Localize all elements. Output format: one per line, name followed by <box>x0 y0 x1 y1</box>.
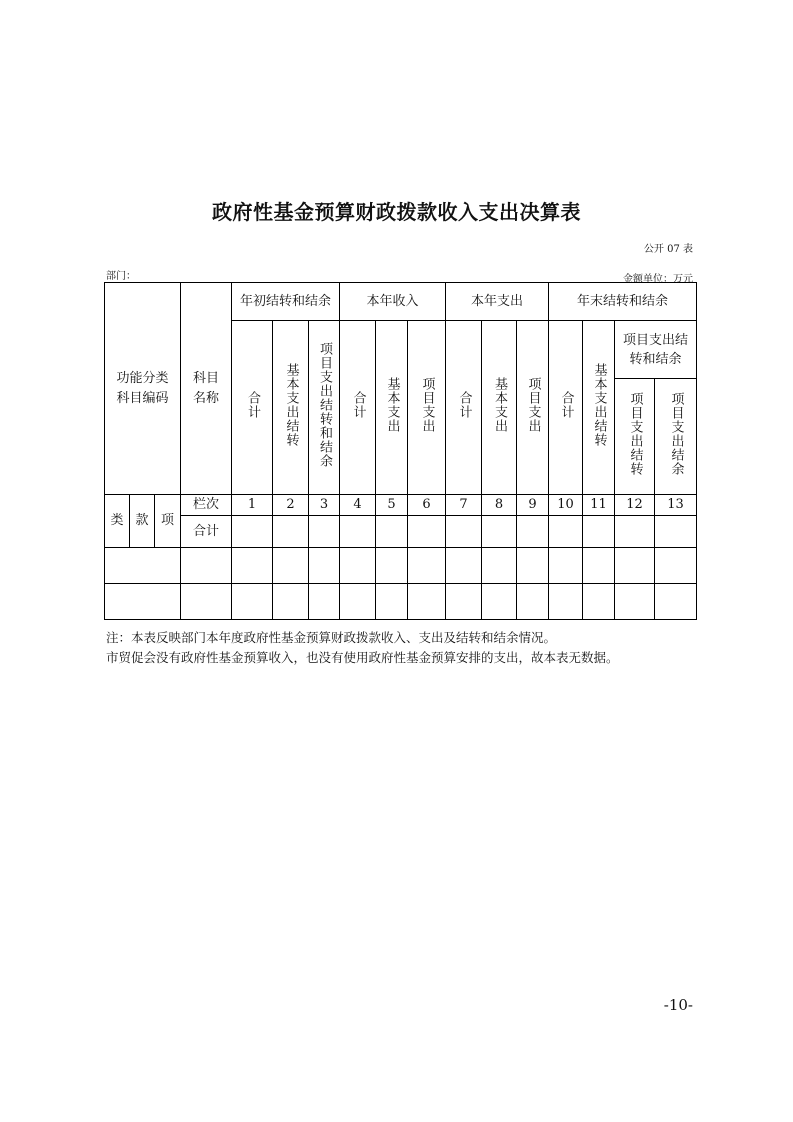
col-number: 13 <box>655 495 697 516</box>
table-cell <box>446 584 482 620</box>
header-end-project-carry: 项目支出结转 <box>615 379 655 495</box>
row-index-label: 栏次 <box>181 495 232 516</box>
table-cell <box>615 548 655 584</box>
header-income-project: 项目支出 <box>408 321 446 495</box>
code-lei: 类 <box>105 495 130 548</box>
table-cell <box>446 516 482 548</box>
budget-table <box>104 282 697 620</box>
header-end-project-balance: 项目支出结余 <box>655 379 697 495</box>
table-cell <box>273 584 309 620</box>
header-begin-balance: 年初结转和结余 <box>232 283 340 321</box>
header-end-basic-carry: 基本支出结转 <box>583 321 615 495</box>
table-cell <box>376 548 408 584</box>
col-number: 4 <box>340 495 376 516</box>
col-number: 12 <box>615 495 655 516</box>
table-cell <box>517 516 549 548</box>
table-cell <box>549 516 583 548</box>
col-number: 9 <box>517 495 549 516</box>
header-expense-project: 项目支出 <box>517 321 549 495</box>
table-cell <box>549 584 583 620</box>
table-cell <box>482 516 517 548</box>
header-income: 本年收入 <box>340 283 446 321</box>
col-number: 1 <box>232 495 273 516</box>
table-cell <box>232 548 273 584</box>
header-subject-name: 科目名称 <box>181 283 232 495</box>
header-end-project-group: 项目支出结转和结余 <box>615 321 697 379</box>
page-title: 政府性基金预算财政拨款收入支出决算表 <box>212 200 581 224</box>
code-kuan: 款 <box>130 495 155 548</box>
col-number: 7 <box>446 495 482 516</box>
table-cell <box>615 584 655 620</box>
table-cell <box>655 584 697 620</box>
table-cell <box>615 516 655 548</box>
header-func-code: 功能分类科目编码 <box>105 283 181 495</box>
header-begin-basic-carry: 基本支出结转 <box>273 321 309 495</box>
table-cell <box>376 516 408 548</box>
table-cell <box>232 584 273 620</box>
table-cell <box>583 516 615 548</box>
header-income-total: 合计 <box>340 321 376 495</box>
col-number: 6 <box>408 495 446 516</box>
header-end-total: 合计 <box>549 321 583 495</box>
table-cell <box>309 516 340 548</box>
table-cell <box>482 584 517 620</box>
col-number: 11 <box>583 495 615 516</box>
table-cell <box>105 548 181 584</box>
table-cell <box>340 516 376 548</box>
header-end-balance: 年末结转和结余 <box>549 283 697 321</box>
row-total-label: 合计 <box>181 516 232 548</box>
code-xiang: 项 <box>155 495 181 548</box>
header-expense: 本年支出 <box>446 283 549 321</box>
col-number: 2 <box>273 495 309 516</box>
note-line-1: 注：本表反映部门本年度政府性基金预算财政拨款收入、支出及结转和结余情况。 <box>106 630 557 645</box>
table-cell <box>340 548 376 584</box>
col-number: 3 <box>309 495 340 516</box>
table-cell <box>583 548 615 584</box>
table-cell <box>583 584 615 620</box>
header-expense-basic: 基本支出 <box>482 321 517 495</box>
col-number: 10 <box>549 495 583 516</box>
col-number: 8 <box>482 495 517 516</box>
header-expense-total: 合计 <box>446 321 482 495</box>
header-begin-project-carry: 项目支出结转和结余 <box>309 321 340 495</box>
header-begin-total: 合计 <box>232 321 273 495</box>
table-cell <box>655 548 697 584</box>
department-label: 部门： <box>106 271 136 282</box>
table-cell <box>517 548 549 584</box>
table-cell <box>232 516 273 548</box>
header-income-basic: 基本支出 <box>376 321 408 495</box>
table-cell <box>655 516 697 548</box>
table-cell <box>408 584 446 620</box>
table-cell <box>482 548 517 584</box>
table-cell <box>517 584 549 620</box>
page-number: -10- <box>663 996 693 1014</box>
table-cell <box>273 516 309 548</box>
table-cell <box>549 548 583 584</box>
table-cell <box>309 548 340 584</box>
table-cell <box>181 548 232 584</box>
form-number: 公开 07 表 <box>643 244 693 255</box>
table-cell <box>105 584 181 620</box>
table-cell <box>273 548 309 584</box>
table-cell <box>376 584 408 620</box>
table-row <box>105 548 697 584</box>
table-cell <box>408 516 446 548</box>
col-number: 5 <box>376 495 408 516</box>
table-cell <box>446 548 482 584</box>
table-cell <box>181 584 232 620</box>
table-cell <box>408 548 446 584</box>
table-cell <box>340 584 376 620</box>
table-row <box>105 584 697 620</box>
note-line-2: 市贸促会没有政府性基金预算收入，也没有使用政府性基金预算安排的支出，故本表无数据。 <box>106 650 619 665</box>
table-cell <box>309 584 340 620</box>
amount-unit: 金额单位：万元 <box>623 274 693 285</box>
